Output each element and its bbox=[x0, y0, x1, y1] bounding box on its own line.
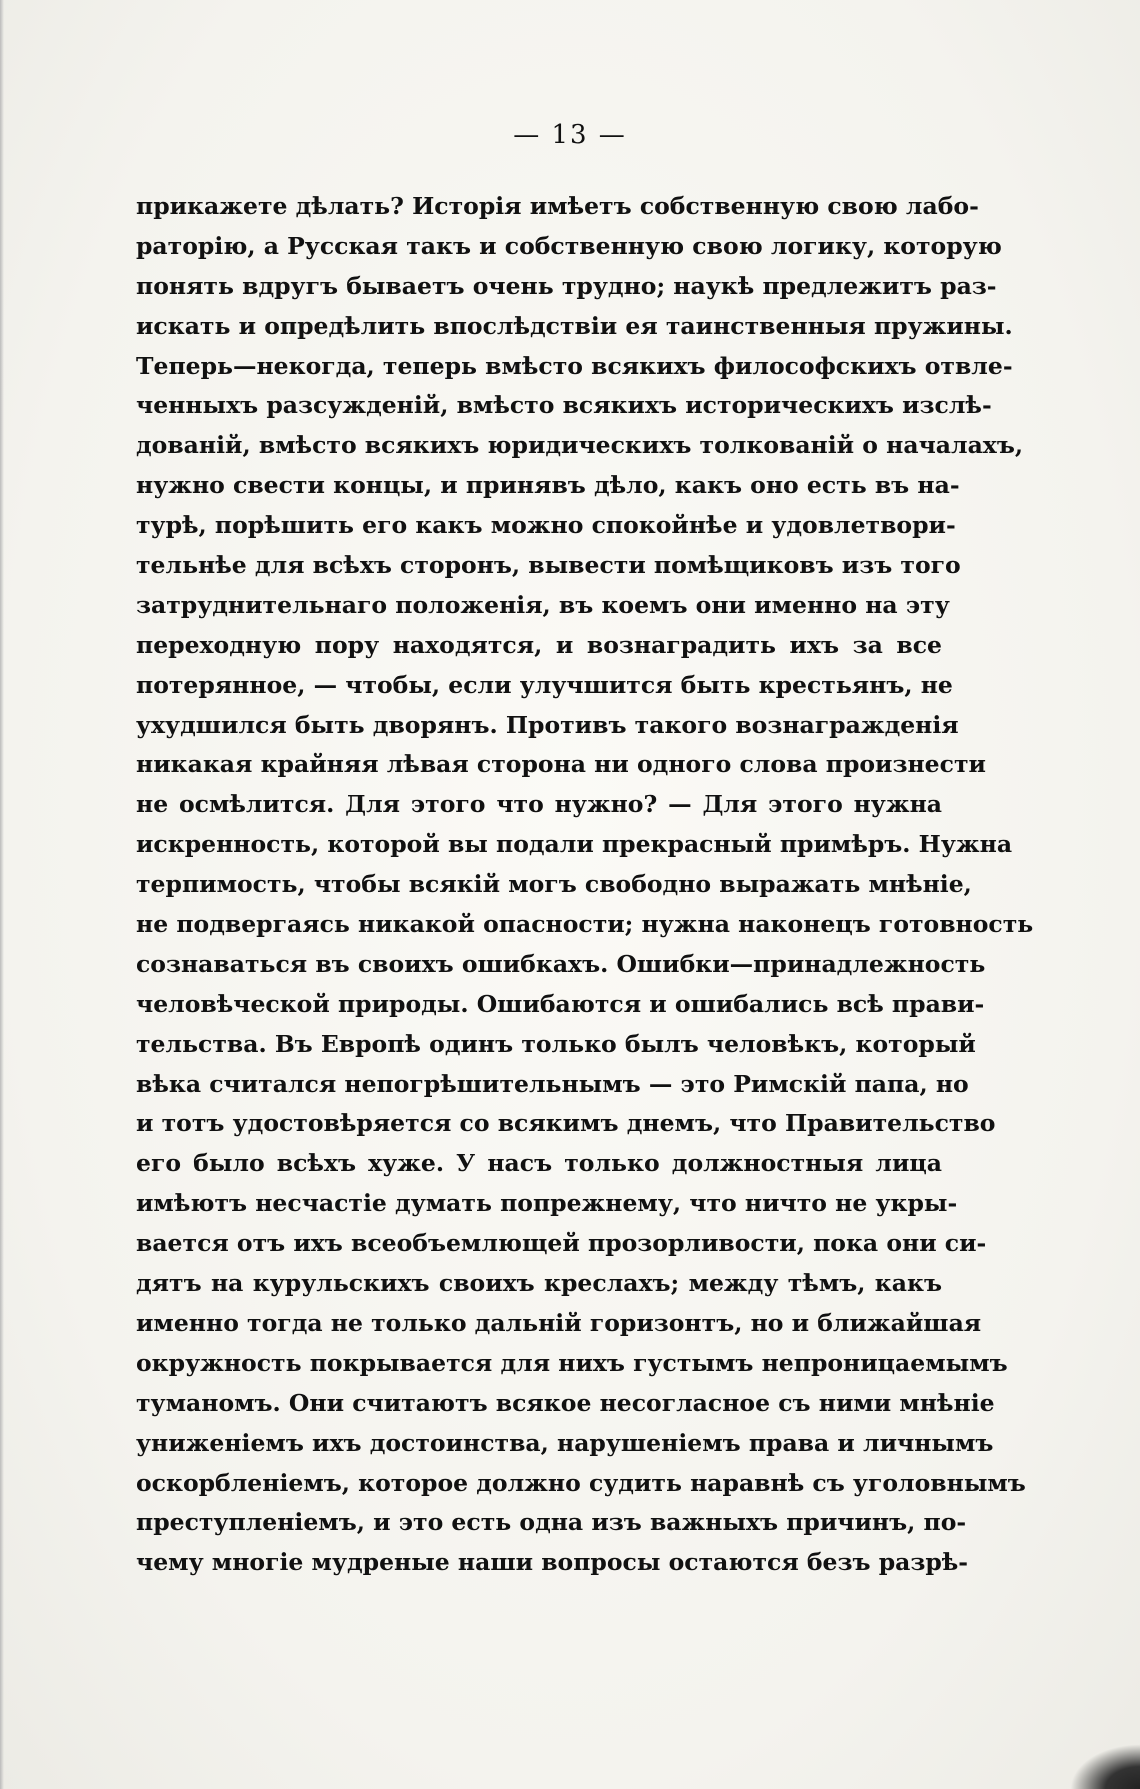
text-line: человѣческой природы. Ошибаются и ошибались всѣ прави- bbox=[136, 989, 985, 1018]
page-body-text bbox=[136, 187, 1034, 1583]
text-line: понять вдругъ бываетъ очень трудно; наукѣ предлежитъ раз- bbox=[136, 271, 997, 300]
text-line: вѣка считался непогрѣшительнымъ — это Римскій папа, но bbox=[136, 1069, 969, 1098]
text-line: дятъ на курульскихъ своихъ креслахъ; между тѣмъ, какъ bbox=[136, 1269, 942, 1298]
text-line: потерянное, — чтобы, если улучшится быть крестьянъ, не bbox=[136, 670, 953, 699]
text-line: не осмѣлится. Для этого что нужно? — Для этого нужна bbox=[136, 790, 942, 819]
text-line: затруднительнаго положенія, въ коемъ они именно на эту bbox=[136, 590, 950, 619]
text-line: ухудшился быть дворянъ. Противъ такого вознагражденія bbox=[136, 710, 959, 739]
text-line: туманомъ. Они считаютъ всякое несогласное съ ними мнѣніе bbox=[136, 1388, 995, 1417]
text-line: ченныхъ разсужденій, вмѣсто всякихъ историческихъ изслѣ- bbox=[136, 391, 992, 420]
text-line: нужно свести концы, и принявъ дѣло, какъ оно есть въ на- bbox=[136, 471, 960, 500]
text-line: турѣ, порѣшить его какъ можно спокойнѣе и удовлетвори- bbox=[136, 511, 956, 540]
text-line: Теперь—некогда, теперь вмѣсто всякихъ философскихъ отвле- bbox=[136, 351, 1013, 380]
text-line: его было всѣхъ хуже. У насъ только должностныя лица bbox=[136, 1149, 942, 1178]
text-line: дованій, вмѣсто всякихъ юридическихъ толкованій о началахъ, bbox=[136, 431, 1024, 460]
page-left-edge-shadow bbox=[0, 0, 4, 1789]
text-line: никакая крайняя лѣвая сторона ни одного слова произнести bbox=[136, 750, 986, 779]
text-line: вается отъ ихъ всеобъемлющей прозорливости, пока они си- bbox=[136, 1229, 987, 1258]
text-line: искренность, которой вы подали прекрасный примѣръ. Нужна bbox=[136, 830, 1013, 859]
text-line: оскорбленіемъ, которое должно судить наравнѣ съ уголовнымъ bbox=[136, 1468, 1026, 1497]
text-line: терпимость, чтобы всякій могъ свободно выражать мнѣніе, bbox=[136, 870, 972, 899]
text-line: тельства. Въ Европѣ одинъ только былъ человѣкъ, который bbox=[136, 1029, 976, 1058]
page-number: — 13 — bbox=[513, 120, 627, 150]
text-line: раторію, а Русская такъ и собственную свою логику, которую bbox=[136, 231, 1002, 260]
text-line: переходную пору находятся, и вознаградить ихъ за все bbox=[136, 630, 942, 659]
text-line: униженіемъ ихъ достоинства, нарушеніемъ права и личнымъ bbox=[136, 1428, 994, 1457]
text-line: и тотъ удостовѣряется со всякимъ днемъ, что Правительство bbox=[136, 1109, 996, 1138]
text-line: преступленіемъ, и это есть одна изъ важныхъ причинъ, по- bbox=[136, 1508, 967, 1537]
text-line: окружность покрывается для нихъ густымъ непроницаемымъ bbox=[136, 1348, 1008, 1377]
text-line: прикажете дѣлать? Исторія имѣетъ собственную свою лабо- bbox=[136, 192, 979, 220]
text-line: тельнѣе для всѣхъ сторонъ, вывести помѣщиковъ изъ того bbox=[136, 551, 961, 580]
text-line: искать и опредѣлить впослѣдствіи ея таинственныя пружины. bbox=[136, 311, 1013, 340]
text-line: именно тогда не только дальній горизонтъ, но и ближайшая bbox=[136, 1308, 982, 1337]
scan-corner-shadow bbox=[1070, 1744, 1140, 1789]
text-line: чему многіе мудреные наши вопросы остаются безъ разрѣ- bbox=[136, 1548, 969, 1577]
text-line: имѣютъ несчастіе думать попрежнему, что ничто не укры- bbox=[136, 1189, 958, 1218]
text-line: не подвергаясь никакой опасности; нужна наконецъ готовность bbox=[136, 910, 1034, 939]
text-line: сознаваться въ своихъ ошибкахъ. Ошибки—принадлежность bbox=[136, 949, 986, 978]
